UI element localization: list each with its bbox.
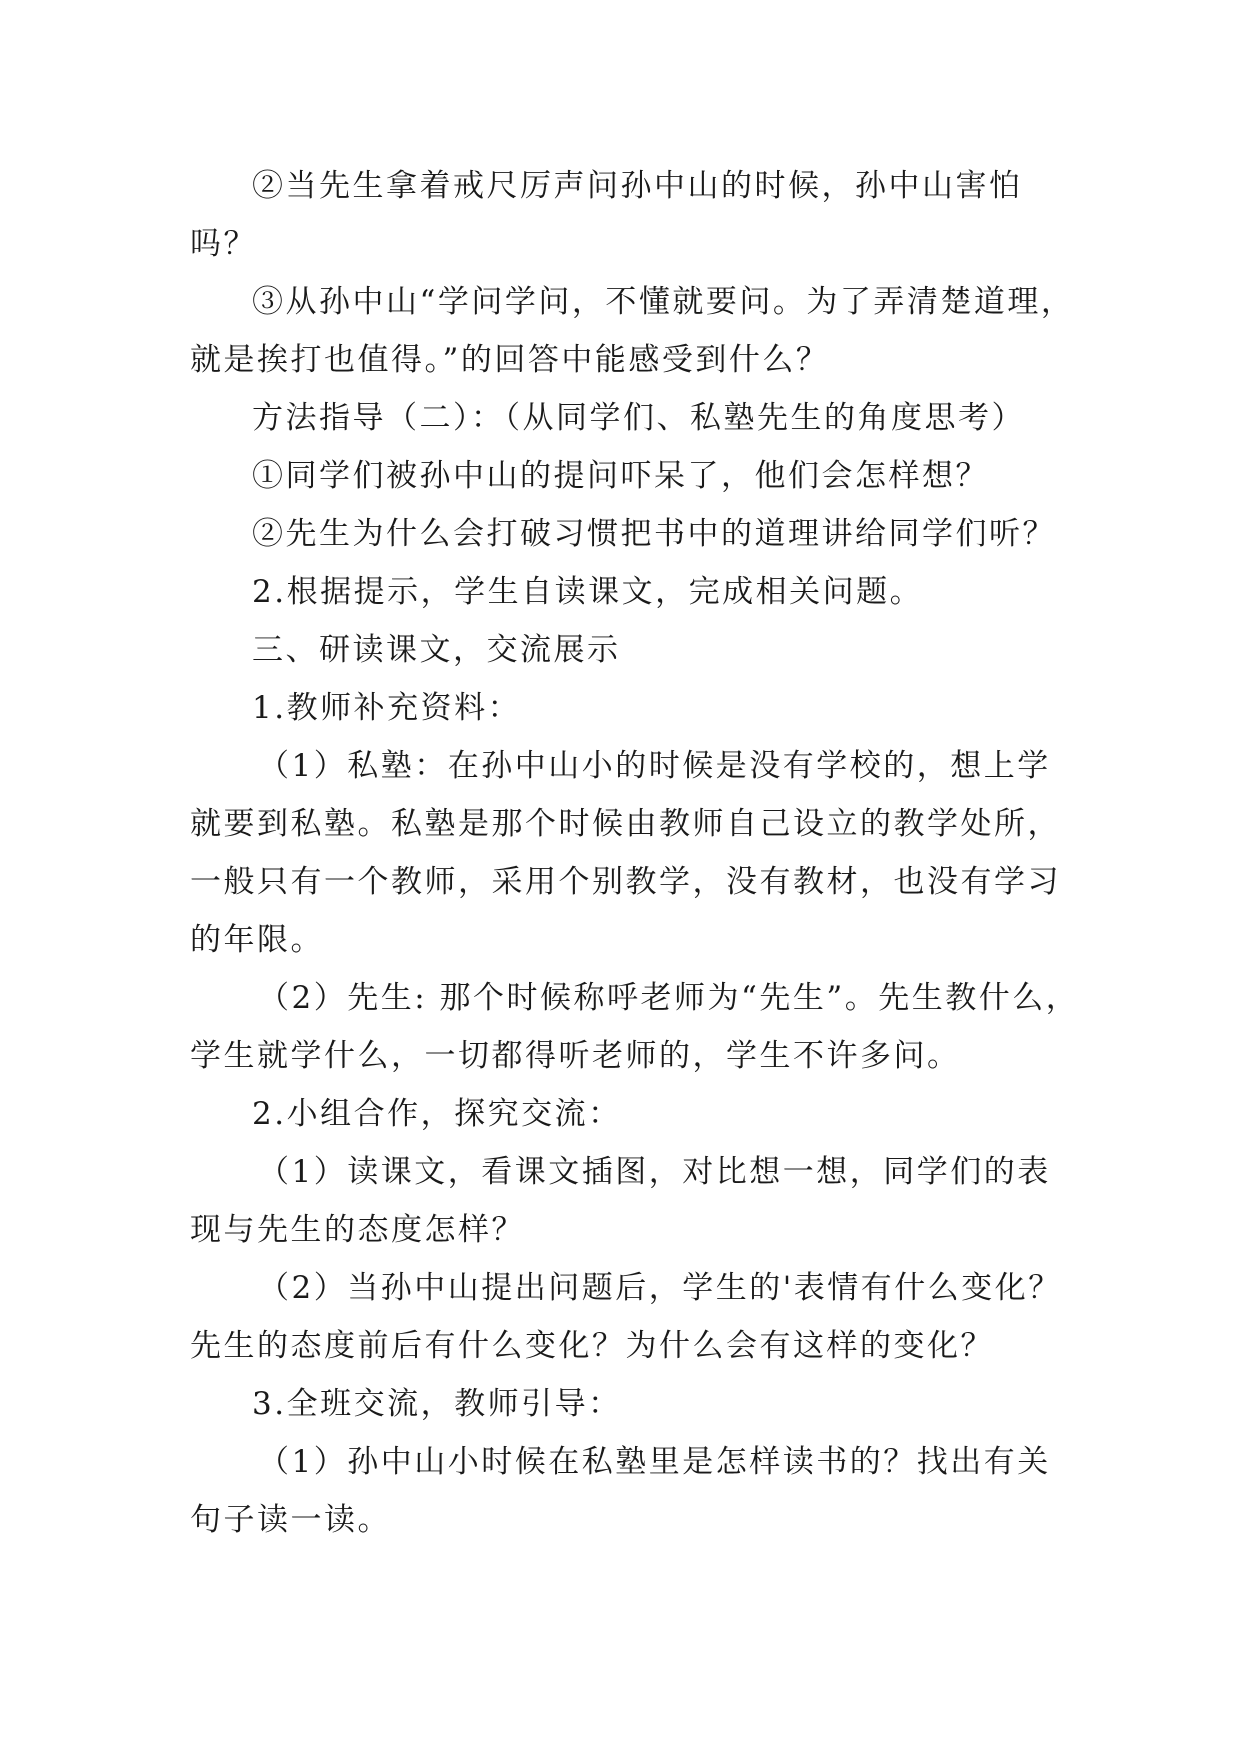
sishu-para-line-1: （1）私塾：在孙中山小的时候是没有学校的，想上学 [258,748,1051,784]
section-3-heading: 三、研读课文，交流展示 [252,632,621,668]
sishu-para-line-4: 的年限。 [190,922,324,958]
group-question-1-line-1: （1）读课文，看课文插图，对比想一想，同学们的表 [258,1154,1051,1190]
xiansheng-para-line-2: 学生就学什么，一切都得听老师的，学生不许多问。 [190,1038,961,1074]
question-3-line-2: 就是挨打也值得。”的回答中能感受到什么？ [190,342,830,378]
class-exchange-heading: 3.全班交流，教师引导： [252,1386,622,1422]
method-guide-heading: 方法指导（二）：（从同学们、私塾先生的角度思考） [252,400,1025,436]
guide-question-2: ②先生为什么会打破习惯把书中的道理讲给同学们听？ [252,516,1056,552]
exchange-question-1-line-1: （1）孙中山小时候在私塾里是怎样读书的？找出有关 [258,1444,1051,1480]
sishu-para-line-2: 就要到私塾。私塾是那个时候由教师自己设立的教学处所， [190,806,1061,842]
exchange-question-1-line-2: 句子读一读。 [190,1502,391,1538]
teacher-materials-heading: 1.教师补充资料： [252,690,522,726]
xiansheng-para-line-1: （2）先生: 那个时候称呼老师为“先生”。先生教什么， [258,980,1080,1016]
question-3-line-1: ③从孙中山“学问学问，不懂就要问。为了弄清楚道理， [252,284,1075,320]
group-question-2-line-2: 先生的态度前后有什么变化？为什么会有这样的变化？ [190,1328,994,1364]
question-2-line-2: 吗？ [190,226,257,262]
question-2-line-1: ②当先生拿着戒尺厉声问孙中山的时候，孙中山害怕 [252,168,1023,204]
sishu-para-line-3: 一般只有一个教师，采用个别教学，没有教材，也没有学习 [190,864,1061,900]
group-work-heading: 2.小组合作，探究交流： [252,1096,622,1132]
step-2-line: 2.根据提示，学生自读课文，完成相关问题。 [252,574,924,610]
group-question-2-line-1: （2）当孙中山提出问题后，学生的'表情有什么变化？ [258,1270,1062,1306]
guide-question-1: ①同学们被孙中山的提问吓呆了，他们会怎样想？ [252,458,989,494]
group-question-1-line-2: 现与先生的态度怎样？ [190,1212,525,1248]
